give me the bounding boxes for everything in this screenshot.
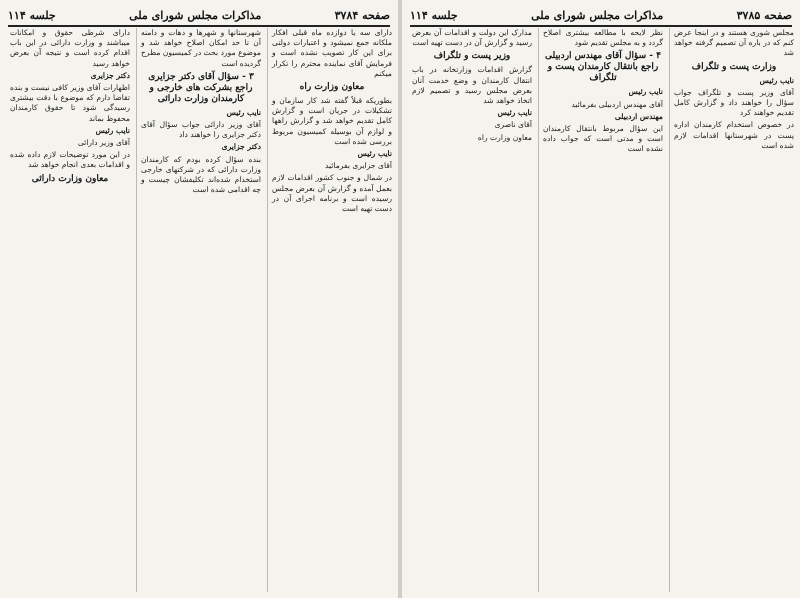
section-heading: وزیر پست و تلگراف (433, 51, 511, 62)
right-column-1 (669, 28, 794, 592)
paragraph: مدارک این دولت و اقدامات آن بعرض رسید و گزارش آن در دست تهیه است (412, 28, 532, 48)
left-page (0, 0, 398, 598)
speaker-name: نایب رئیس (95, 125, 130, 135)
speaker-name: نایب رئیس (759, 75, 794, 85)
paragraph: نظر لایحه با مطالعه بیشتری اصلاح گردد و به مجلس تقدیم شود (543, 28, 663, 48)
paragraph: شهرستانها و شهرها و دهات و دامنه آن تا حد امکان اصلاح خواهد شد و موضوع مورد بحث در کمیسیون مطرح گردیده است (141, 28, 261, 68)
paragraph: گزارش اقدامات وزارتخانه در باب انتقال کارمندان و وضع خدمت آنان بعرض مجلس رسید و تصمیم لازم اتخاذ خواهد شد (412, 65, 532, 106)
paragraph: آقای جزایری بفرمائید (325, 161, 392, 171)
paragraph: آقای مهندس اردبیلی بفرمائید (571, 99, 663, 109)
paragraph: بطوریکه قبلاً گفته شد کار سازمان و تشکیلات در جریان است و گزارش کامل تقدیم خواهد شد و گزارش راهها و لوازم آن بوسیله کمیسیون مربوط بررسی شده است (272, 96, 392, 146)
right-page-title: مذاکرات مجلس شورای ملی (531, 8, 664, 22)
speaker-name: دکتر جزایری (90, 70, 130, 80)
paragraph: آقای وزیر دارائی جواب سؤال آقای دکتر جزایری را خواهند داد (141, 120, 261, 140)
section-heading: معاون وزارت دارائی (31, 173, 109, 184)
section-heading: معاون وزارت راه (299, 82, 365, 93)
speaker-name: نایب رئیس (628, 87, 663, 97)
speaker-name: مهندس اردبیلی (614, 111, 663, 121)
speaker-name: نایب رئیس (497, 108, 532, 118)
left-column-2 (136, 28, 261, 592)
left-column-1 (267, 28, 392, 592)
speaker-name: نایب رئیس (226, 107, 261, 117)
right-page-number: صفحه ۳۷۸۵ (736, 8, 792, 22)
paragraph: در خصوص استخدام کارمندان اداره پست در شهرستانها اقدامات لازم شده است (674, 120, 794, 150)
section-heading: وزارت پست و تلگراف (691, 61, 777, 72)
speaker-name: دکتر جزایری (221, 142, 261, 152)
paragraph: در شمال و جنوب کشور اقدامات لازم بعمل آمده و گزارش آن بعرض مجلس رسیده است و برنامه اجرای آن در دست تهیه است (272, 173, 392, 214)
paragraph: آقای وزیر دارائی (77, 138, 130, 148)
right-column-2 (538, 28, 663, 592)
paragraph: اظهارات آقای وزیر کافی نیست و بنده تقاضا دارم که موضوع با دقت بیشتری رسیدگی شود تا حقوق کارمندان محفوظ بماند (10, 83, 130, 123)
left-session-label: جلسه ۱۱۴ (8, 8, 56, 22)
paragraph: معاون وزارت راه (477, 132, 532, 142)
paragraph: آقای وزیر پست و تلگراف جواب سؤال را خواهند داد و گزارش کامل تقدیم خواهند کرد (674, 87, 794, 118)
right-column-3 (408, 28, 532, 592)
paragraph: آقای ناصری (494, 120, 532, 130)
section-heading: ۴ - سؤال آقای مهندس اردبیلی راجع بانتقال کارمندان پست و تلگراف (544, 51, 662, 84)
section-heading: ۳ - سؤال آقای دکتر جزایری راجع بشرکت های خارجی و کارمندان وزارت دارائی (148, 71, 254, 104)
paragraph: این سؤال مربوط بانتقال کارمندان است و مدتی است که جواب داده نشده است (543, 124, 663, 154)
right-page-header (410, 6, 792, 24)
left-page-header (8, 6, 390, 24)
right-columns (408, 28, 794, 592)
paragraph: مجلس شوری هستند و در اینجا عرض کنم که در باره آن تصمیم گرفته خواهد شد (674, 28, 794, 58)
left-columns (6, 28, 392, 592)
header-rule (8, 25, 390, 27)
paragraph: در این مورد توضیحات لازم داده شده و اقدامات بعدی انجام خواهد شد (10, 150, 130, 170)
left-page-number: صفحه ۳۷۸۴ (334, 8, 390, 22)
paragraph: دارای سه یا دوازده ماه قبلی افکار ملکانه جمع نمیشود و اعتبارات دولتی برای این کار تصویب نشده است و فرمایش آقای نماینده محترم را تکرار میکنم (272, 28, 392, 78)
header-rule (410, 25, 792, 27)
left-column-3 (6, 28, 130, 592)
paragraph: بنده سؤال کرده بودم که کارمندان وزارت دارائی که در شرکتهای خارجی استخدام شده‌اند تکلیفشان چیست و چه اقدامی شده است (141, 154, 261, 195)
left-page-title: مذاکرات مجلس شورای ملی (129, 8, 262, 22)
right-session-label: جلسه ۱۱۴ (410, 8, 458, 22)
right-page (402, 0, 800, 598)
paragraph: دارای شرطی حقوق و امکانات میباشند و وزارت دارائی در این باب اقدام کرده است و نتیجه آن بعرض خواهد رسید (10, 28, 130, 68)
speaker-name: نایب رئیس (357, 149, 392, 159)
